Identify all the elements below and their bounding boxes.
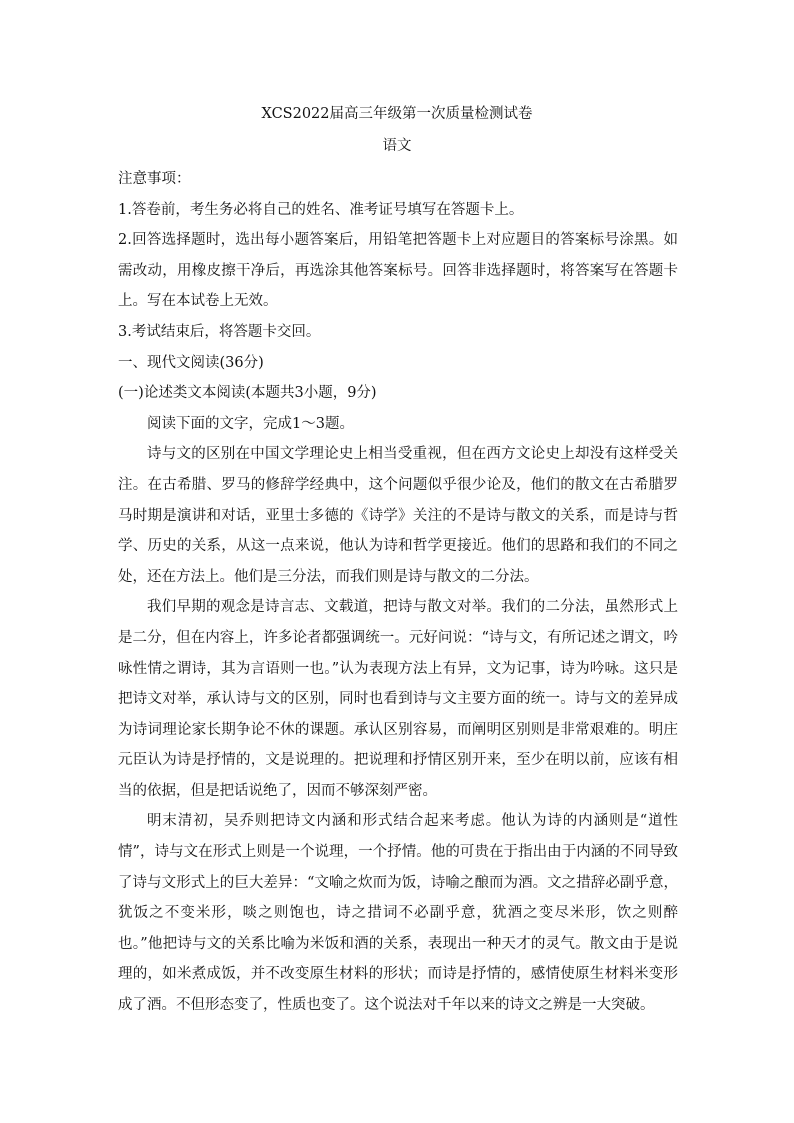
passage-paragraph-2: 我们早期的观念是诗言志、文载道，把诗与散文对举。我们的二分法，虽然形式上是二分，但在内容上，许多论者都强调统一。元好问说：“诗与文，有所记述之谓文，吟咏性情之谓诗，其为言语则一也。”认为表现方法上有异，文为记事，诗为吟咏。这只是把诗文对举，承认诗与文的区别，同时也看到诗与文主要方面的统一。诗与文的差异成为诗词理论家长期争论不休的课题。承认区别容易，而阐明区别则是非常艰难的。明庄元臣认为诗是抒情的，文是说理的。把说理和抒情区别开来，至少在明以前，应该有相当的依据，但是把话说绝了，因而不够深刻严密。 xyxy=(118,599,678,799)
notice-item-2: 2.回答选择题时，选出每小题答案后，用铅笔把答题卡上对应题目的答案标号涂黑。如需改动，用橡皮擦干净后，再选涂其他答案标号。回答非选择题时，将答案写在答题卡上。写在本试卷上无效。 xyxy=(118,232,678,310)
subject-title: 语文 xyxy=(382,138,412,154)
exam-content xyxy=(118,164,678,1021)
reading-instruction: 阅读下面的文字，完成1～3题。 xyxy=(147,415,354,432)
passage-paragraph-1: 诗与文的区别在中国文学理论史上相当受重视，但在西方文论史上却没有这样受关注。在古希腊、罗马的修辞学经典中，这个问题似乎很少论及，他们的散文在古希腊罗马时期是演讲和对话，亚里士多德的《诗学》关注的不是诗与散文的关系，而是诗与哲学、历史的关系，从这一点来说，他认为诗和哲学更接近。他们的思路和我们的不同之处，还在方法上。他们是三分法，而我们则是诗与散文的二分法。 xyxy=(118,446,678,585)
passage-paragraph-3: 明末清初，吴乔则把诗文内涵和形式结合起来考虑。他认为诗的内涵则是“道性情”，诗与文在形式上则是一个说理，一个抒情。他的可贵在于指出由于内涵的不同导致了诗与文形式上的巨大差异：“文喻之炊而为饭，诗喻之酿而为酒。文之措辞必副乎意，犹饭之不变米形，啖之则饱也，诗之措词不必副乎意，犹酒之变尽米形，饮之则醉也。”他把诗与文的关系比喻为米饭和酒的关系，表现出一种天才的灵气。散文由于是说理的，如米煮成饭，并不改变原生材料的形状；而诗是抒情的，感情使原生材料米变形成了酒。不但形态变了，性质也变了。这个说法对千年以来的诗文之辨是一大突破。 xyxy=(118,813,678,1014)
notice-item-1: 1.答卷前，考生务必将自己的姓名、准考证号填写在答题卡上。 xyxy=(118,201,524,218)
notice-item-3: 3.考试结束后，将答题卡交回。 xyxy=(118,323,321,340)
section-heading: 一、现代文阅读(36分) xyxy=(118,354,264,371)
notice-heading: 注意事项： xyxy=(118,171,191,187)
exam-title: XCS2022届高三年级第一次质量检测试卷 xyxy=(261,106,533,122)
section-subheading: (一)论述类文本阅读(本题共3小题，9分) xyxy=(118,385,377,402)
